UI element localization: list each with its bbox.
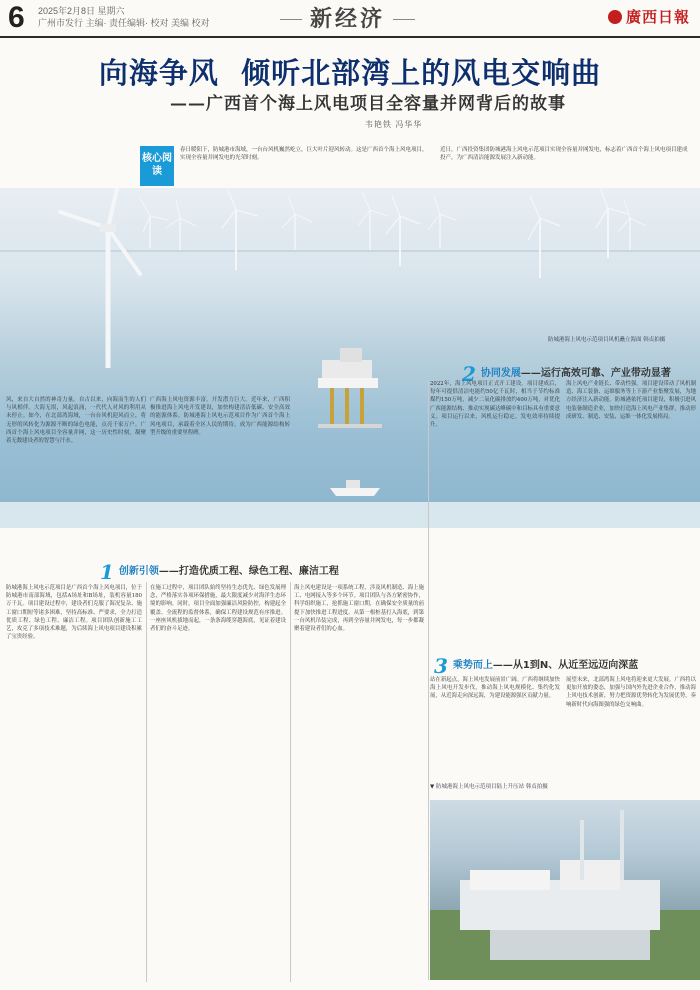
page-date: 2025年2月8日 星期六: [38, 6, 125, 16]
section-number: 1: [100, 560, 114, 584]
article-subtitle: ——广西首个海上风电项目全容量并网背后的故事: [170, 94, 566, 114]
section-3-column-1: 站在新起点，海上风电发展前景广阔。广西将继续加快海上风电开发步伐，推动海上风电规模化、集约化发展，从近海走向深远海，为建设能源强区贡献力量。: [430, 677, 560, 700]
photo-caption-2: ▼ 防城港海上风电示范项目陆上升压站 韩贞拍摄: [430, 784, 548, 790]
section-title-text: [119, 566, 339, 578]
core-reading-text-2: 近日，广西投资集团防城港海上风电示范项目实现全容量并网发电，标志着广西首个海上风电项目建成投产，为广西清洁能源发展注入新动能。: [440, 147, 688, 161]
page-editors: 广州市发行 主编· 责任编辑· 校对 美编 校对: [38, 18, 210, 28]
section-prefix: 协同发展: [480, 368, 521, 379]
section-1-column-1: 防城港海上风电示范项目是广西首个海上风电项目，位于防城港市南部海域，包括A场址和B场址，装机容量180万千瓦。项目建设过程中，建设者们克服了海况复杂、施工窗口期短等诸多困难，坚持高标准、严要求，全力打造优质工程、绿色工程、廉洁工程。项目团队创新施工工艺，攻克了多项技术难题，为后续海上风电项目建设积累了宝贵经验。: [6, 585, 142, 641]
column-divider: [428, 380, 429, 980]
section-prefix: 创新引领: [118, 566, 159, 577]
turbine-icon: [140, 198, 168, 248]
section-suffix: ——运行高效可靠、产业带动显著: [520, 368, 671, 379]
turbine-icon: [282, 196, 312, 250]
column-divider: [146, 582, 147, 982]
section-3-heading: [434, 656, 638, 676]
turbine-icon: [358, 192, 388, 250]
turbine-icon: [428, 196, 456, 248]
turbine-icon: [528, 196, 560, 278]
section-1-column-3: 海上风电建设是一项系统工程，涉及风机制造、海上施工、电网接入等多个环节。项目团队与各方紧密协作，科学组织施工，抢抓施工窗口期，在确保安全质量的前提下加快推进工程进度。从第一根桩基打入海底，到第一台风机吊装完成，再到全容量并网发电，每一步都凝聚着建设者们的心血。: [294, 585, 424, 633]
page-number: 6: [8, 1, 25, 34]
section-3-column-2: 展望未来，北部湾海上风电将迎来更大发展。广西将以更加开放的姿态，加强与国内外先进企业合作，推动海上风电技术创新，努力把资源优势转化为发展优势，奏响新时代向海图强的绿色交响曲。: [566, 677, 696, 708]
article-byline: 韦艳铁 冯华华: [365, 120, 423, 129]
section-1-column-2: 在施工过程中，项目团队始终坚持生态优先、绿色发展理念，严格落实各项环保措施，最大限度减少对海洋生态环境的影响。同时，项目全面加强廉洁风险防控，构建起全覆盖、全流程的监督体系，确保工程建设规范有序推进。一座座风机拔地而起，一条条海缆穿越海底，见证着建设者们的奋斗足迹。: [150, 585, 286, 633]
turbine-icon: [618, 200, 646, 250]
page-header: [0, 0, 700, 38]
section-suffix: ——打造优质工程、绿色工程、廉洁工程: [158, 566, 339, 577]
section-1-heading: [100, 562, 339, 582]
intro-column-mid: 广西海上风电资源丰富，开发潜力巨大。近年来，广西积极推进海上风电开发建设，加快构建清洁低碳、安全高效的能源体系。防城港海上风电示范项目作为广西首个海上风电项目，承载着全区人民的期待，成为广西能源结构转型升级的重要里程碑。: [150, 397, 290, 436]
offshore-substation-icon: [318, 348, 382, 428]
section-title-text: [453, 660, 638, 672]
turbine-icon: [60, 188, 140, 368]
section-2-column-2: 海上风电产业链长、带动性强。项目建设带动了风机制造、海工装备、运维服务等上下游产业集聚发展，为地方经济注入新动能。防城港依托项目建设，积极引进风电装备制造企业，加快打造海上风电产业集群，推动形成研发、制造、安装、运维一体化发展格局。: [566, 381, 696, 420]
section-suffix: ——从1到N、从近至远迈向深蓝: [492, 660, 639, 671]
section-number: 3: [434, 654, 448, 678]
newspaper-logo: [608, 8, 690, 26]
section-title-text: [481, 368, 671, 380]
boat-icon: [330, 480, 380, 496]
column-divider: [290, 582, 291, 982]
turbine-icon: [166, 200, 196, 250]
logo-mark-icon: [608, 10, 622, 24]
section-2-column-1: 2022年，海上风电项目正式开工建设。项目建成后，每年可提供清洁电能约50亿千瓦时，相当于节约标准煤约150万吨，减少二氧化碳排放约400万吨，对优化广西能源结构、推动实现碳达峰碳中和目标具有重要意义。项目运行以来，风机运行稳定，发电效率持续提升。: [430, 381, 560, 429]
turbine-icon: [222, 190, 258, 270]
photo-caption-1: 防城港海上风电示范项目风机矗立海面 韩贞拍摄: [548, 337, 666, 343]
section-number: 2: [462, 362, 476, 386]
logo-text: 廣西日報: [625, 8, 690, 26]
turbine-icon: [386, 196, 420, 266]
section-title: 新经济: [310, 6, 386, 32]
turbine-icon: [596, 188, 628, 258]
section-prefix: 乘势而上: [452, 660, 493, 671]
substation-illustration: [430, 800, 700, 980]
core-reading-text-1: 春日暖阳下，防城港市海域，一台台风机巍然屹立，巨大叶片迎风转动。这是广西首个海上风电项目，实现全容量并网发电的光荣时刻。: [180, 147, 428, 161]
article-title: 向海争风 倾听北部湾上的风电交响曲: [98, 56, 602, 90]
core-reading-badge: 核心阅读: [140, 146, 174, 186]
page-meta: [38, 6, 210, 29]
intro-column-left: 风，来自大自然的神奇力量。自古以来，向海而生的人们与风相伴。大海无垠，风起浪涌，一代代人对风的利用从未停止。如今，在北部湾海域，一台台风机迎风而立，将无形的风转化为源源不断的绿色电能，点亮千家万户。广西首个海上风电项目全容量并网，这一历史性时刻，凝聚着无数建设者的智慧与汗水。: [6, 397, 146, 445]
onshore-substation-photo: [430, 800, 700, 980]
